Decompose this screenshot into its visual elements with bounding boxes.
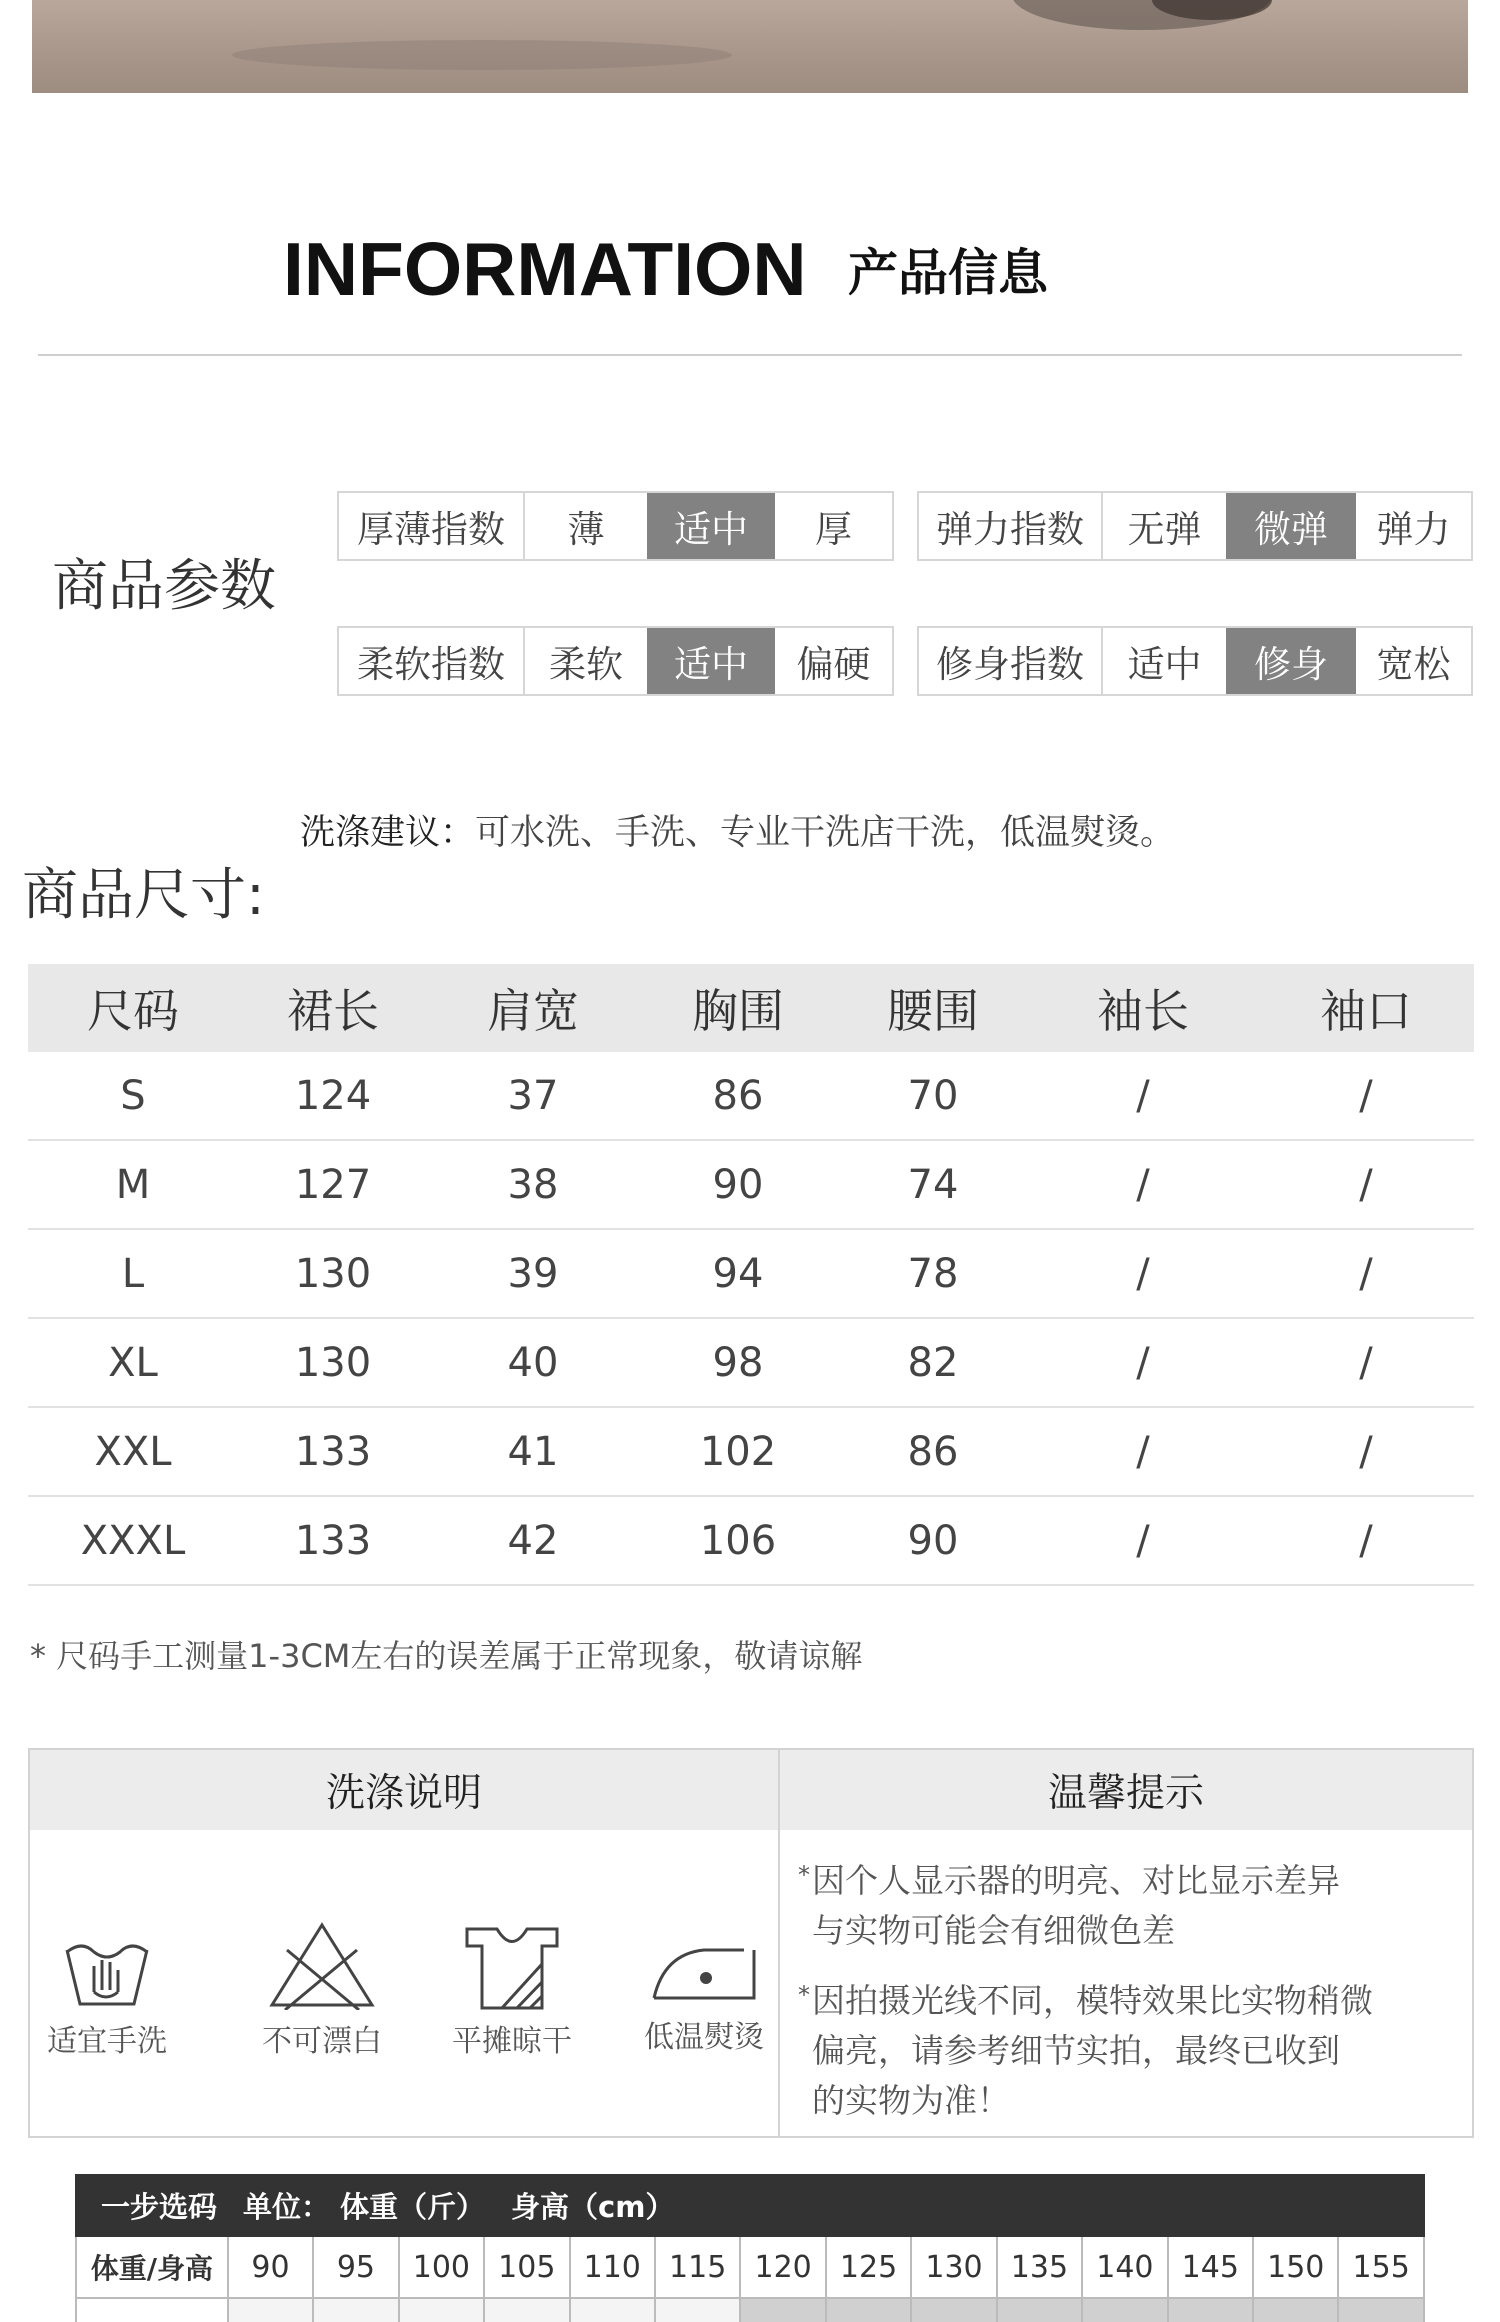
tip-item [798, 1856, 1340, 1956]
care-panel [28, 1748, 1474, 2138]
quick-size-value: 130 [912, 2237, 997, 2297]
param-option: 柔软 [549, 643, 623, 686]
size-cell: / [1136, 1250, 1150, 1297]
tips-title: 温馨提示 [780, 1750, 1472, 1830]
param-softness [337, 626, 894, 696]
size-cell: 106 [699, 1517, 777, 1564]
quick-size-unit-label: 单位： [243, 2190, 331, 2224]
size-table [28, 964, 1474, 1586]
quick-size-cell [485, 2299, 570, 2322]
size-cell: 130 [294, 1339, 372, 1386]
tip-line: 因拍摄光线不同，模特效果比实物稍微 [812, 1981, 1373, 2020]
size-cell: XXXL [80, 1517, 186, 1564]
quick-size-value: 125 [827, 2237, 912, 2297]
size-cell: 38 [507, 1161, 559, 1208]
size-cell: 74 [907, 1161, 959, 1208]
param-fit [917, 626, 1473, 696]
quick-size-value: 90 [229, 2237, 314, 2297]
param-option: 偏硬 [796, 643, 871, 686]
wash-advice-label: 洗涤建议： [300, 813, 476, 853]
size-cell: / [1359, 1161, 1373, 1208]
quick-size-cell [1339, 2299, 1424, 2322]
size-cell: / [1136, 1517, 1150, 1564]
param-option-selected: 适中 [647, 628, 775, 694]
quick-size-value: 135 [998, 2237, 1083, 2297]
wash-instructions-title: 洗涤说明 [30, 1750, 778, 1830]
quick-size-value: 150 [1254, 2237, 1339, 2297]
size-cell: / [1359, 1072, 1373, 1119]
size-cell: 90 [712, 1161, 764, 1208]
quick-size-title: 一步选码 [101, 2190, 218, 2224]
size-cell: S [120, 1072, 146, 1119]
param-option-selected: 微弹 [1226, 493, 1356, 559]
size-cell: 133 [294, 1517, 372, 1564]
param-option-selected: 修身 [1226, 628, 1356, 694]
size-table-row [28, 1497, 1474, 1586]
param-label: 厚薄指数 [339, 493, 525, 559]
param-option: 弹力 [1376, 508, 1451, 551]
tip-star: * [798, 1861, 810, 1889]
quick-size-value: 120 [741, 2237, 826, 2297]
tips [780, 1750, 1472, 2136]
size-cell: 90 [907, 1517, 959, 1564]
param-option: 薄 [567, 508, 605, 551]
size-cell: / [1359, 1428, 1373, 1475]
size-table-row [28, 1408, 1474, 1497]
params-title: 商品参数 [52, 554, 276, 619]
quick-size-value: 140 [1083, 2237, 1168, 2297]
tip-item [798, 1976, 1373, 2126]
quick-size-cell [229, 2299, 314, 2322]
size-cell: 70 [907, 1072, 959, 1119]
care-label: 适宜手洗 [47, 2024, 167, 2059]
care-label: 不可漂白 [262, 2024, 382, 2059]
size-table-row [28, 1141, 1474, 1230]
size-cell: 41 [507, 1428, 559, 1475]
size-cell: / [1136, 1339, 1150, 1386]
quick-size-value: 100 [400, 2237, 485, 2297]
quick-size-value: 105 [485, 2237, 570, 2297]
size-cell: 86 [712, 1072, 764, 1119]
size-cell: / [1136, 1072, 1150, 1119]
param-option: 厚 [815, 508, 852, 551]
size-title: 商品尺寸: [22, 863, 265, 928]
size-cell: 39 [507, 1250, 559, 1297]
size-cell: 124 [294, 1072, 372, 1119]
size-cell: 42 [507, 1517, 559, 1564]
size-note: * 尺码手工测量1-3CM左右的误差属于正常现象，敬请谅解 [30, 1637, 863, 1675]
quick-size-cell [571, 2299, 656, 2322]
quick-size-cell [1254, 2299, 1339, 2322]
size-col-header: 腰围 [887, 984, 979, 1038]
dry-flat-icon [442, 1924, 582, 2010]
size-cell: / [1136, 1161, 1150, 1208]
wash-instructions [30, 1750, 780, 2136]
quick-size-row-label: 体重/身高 [77, 2237, 229, 2297]
size-cell: 94 [712, 1250, 764, 1297]
quick-size-value: 145 [1169, 2237, 1254, 2297]
param-option: 无弹 [1127, 508, 1202, 551]
param-label: 修身指数 [919, 628, 1103, 694]
care-item [42, 1930, 172, 2060]
size-cell: 86 [907, 1428, 959, 1475]
quick-size-cell [400, 2299, 485, 2322]
size-cell: XXL [94, 1428, 172, 1475]
size-col-header: 袖口 [1320, 984, 1412, 1038]
quick-size-value: 95 [314, 2237, 399, 2297]
care-item [442, 1924, 582, 2060]
size-cell: M [115, 1161, 151, 1208]
size-table-row [28, 1230, 1474, 1319]
quick-size-value: 115 [656, 2237, 741, 2297]
param-option: 适中 [1127, 643, 1202, 686]
param-elasticity [917, 491, 1473, 561]
wash-advice-text: 可水洗、手洗、专业干洗店干洗，低温熨烫。 [475, 813, 1176, 853]
tip-line: 与实物可能会有细微色差 [812, 1911, 1175, 1950]
size-cell: 98 [712, 1339, 764, 1386]
tip-line: 因个人显示器的明亮、对比显示差异 [812, 1861, 1340, 1900]
tip-star: * [798, 1981, 810, 2009]
size-cell: / [1359, 1250, 1373, 1297]
size-table-row [28, 1319, 1474, 1408]
tip-line: 偏亮，请参考细节实拍，最终已收到 [812, 2031, 1340, 2070]
tip-line: 的实物为准！ [812, 2081, 1010, 2120]
quick-size-cell [912, 2299, 997, 2322]
care-label: 平摊晾干 [452, 2024, 572, 2059]
low-iron-icon [634, 1932, 774, 2006]
size-col-header: 胸围 [692, 984, 784, 1038]
quick-size-value: 155 [1339, 2237, 1424, 2297]
size-cell: 130 [294, 1250, 372, 1297]
size-col-header: 肩宽 [487, 984, 579, 1038]
quick-size-cell [827, 2299, 912, 2322]
quick-size-cell [741, 2299, 826, 2322]
info-title-cn: 产品信息 [848, 244, 1048, 302]
size-table-row [28, 1052, 1474, 1141]
quick-size-value: 110 [571, 2237, 656, 2297]
quick-size-cell [656, 2299, 741, 2322]
info-title-en: INFORMATION [283, 227, 807, 311]
size-col-header: 裙长 [287, 984, 379, 1038]
divider [38, 354, 1462, 356]
size-col-header: 尺码 [87, 984, 179, 1038]
quick-size-row-partial [75, 2299, 1425, 2322]
quick-size-row [75, 2237, 1425, 2299]
param-label: 柔软指数 [339, 628, 525, 694]
quick-size-unit-weight: 体重（斤） [340, 2190, 486, 2224]
quick-size-chart [75, 2174, 1425, 2322]
size-cell: 37 [507, 1072, 559, 1119]
wash-advice [300, 805, 1175, 855]
size-cell: 40 [507, 1339, 559, 1386]
param-option-selected: 适中 [647, 493, 775, 559]
care-label: 低温熨烫 [644, 2020, 764, 2055]
size-cell: 133 [294, 1428, 372, 1475]
size-cell: XL [108, 1339, 158, 1386]
size-table-header [28, 964, 1474, 1052]
size-cell: 78 [907, 1250, 959, 1297]
size-cell: 127 [294, 1161, 372, 1208]
param-thickness [337, 491, 894, 561]
no-bleach-icon [252, 1920, 392, 2010]
size-cell: / [1136, 1428, 1150, 1475]
size-cell: 82 [907, 1339, 959, 1386]
care-item [252, 1920, 392, 2060]
quick-size-cell [1083, 2299, 1168, 2322]
quick-size-cell [1169, 2299, 1254, 2322]
size-cell: 102 [699, 1428, 777, 1475]
product-photo-strip [32, 0, 1468, 93]
size-cell: / [1359, 1517, 1373, 1564]
param-option: 宽松 [1376, 643, 1451, 686]
quick-size-cell [314, 2299, 399, 2322]
size-cell: / [1359, 1339, 1373, 1386]
quick-size-cell [998, 2299, 1083, 2322]
hand-wash-icon [42, 1930, 172, 2010]
quick-size-unit-height: 身高（cm） [511, 2190, 675, 2224]
param-label: 弹力指数 [919, 493, 1103, 559]
size-col-header: 袖长 [1097, 984, 1189, 1038]
size-cell: L [121, 1250, 145, 1297]
quick-size-blank [77, 2299, 229, 2322]
care-item [634, 1932, 774, 2056]
quick-size-header [75, 2174, 1425, 2237]
